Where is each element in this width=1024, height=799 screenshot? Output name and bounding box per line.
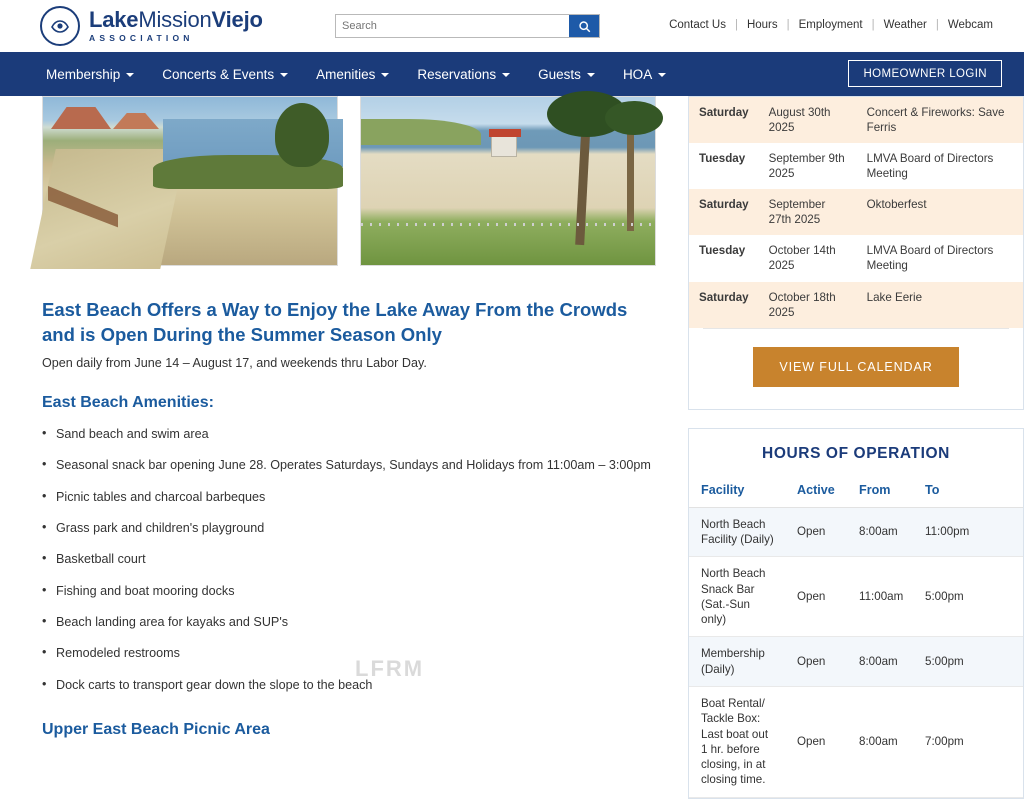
chevron-down-icon (280, 73, 288, 77)
chevron-down-icon (502, 73, 510, 77)
main-column (0, 96, 672, 799)
facility-status: Open (785, 507, 847, 557)
facility-to: 5:00pm (913, 557, 1023, 637)
nav-item-hoa[interactable] (609, 67, 680, 82)
tree-shape (275, 103, 329, 167)
nav-item-concerts-events[interactable] (148, 67, 302, 82)
event-title: LMVA Board of Directors Meeting (857, 235, 1023, 281)
page-title: East Beach Offers a Way to Enjoy the Lake Away From the Crowds and is Open During the Summer Season Only (42, 299, 628, 345)
table-row[interactable] (689, 189, 1023, 235)
column-header-from: From (847, 477, 913, 508)
hours-title: HOURS OF OPERATION (762, 444, 950, 462)
nav-item-guests[interactable] (524, 67, 609, 82)
hours-table (689, 477, 1023, 798)
divider: | (871, 19, 875, 31)
chevron-down-icon (658, 73, 666, 77)
picnic-area-heading: Upper East Beach Picnic Area (42, 721, 270, 739)
event-title: Oktoberfest (857, 189, 1023, 235)
event-day: Saturday (689, 282, 759, 328)
facility-name: North Beach Snack Bar (Sat.-Sun only) (689, 557, 785, 637)
search-input[interactable] (336, 15, 569, 37)
column-header-active: Active (785, 477, 847, 508)
facility-status: Open (785, 557, 847, 637)
event-day: Saturday (689, 97, 759, 143)
table-row (689, 637, 1023, 687)
search-button[interactable] (569, 15, 599, 37)
chevron-down-icon (381, 73, 389, 77)
table-header-row (689, 477, 1023, 508)
homeowner-login-button[interactable]: HOMEOWNER LOGIN (848, 60, 1002, 87)
event-date: August 30th 2025 (759, 97, 857, 143)
list-item: • Remodeled restrooms (42, 645, 672, 661)
column-header-to: To (913, 477, 1023, 508)
site-logo[interactable] (40, 6, 263, 46)
table-row[interactable] (689, 235, 1023, 281)
facility-status: Open (785, 637, 847, 687)
nav-label: Amenities (316, 66, 376, 82)
nav-label: Membership (46, 66, 121, 82)
chevron-down-icon (587, 73, 595, 77)
event-title: LMVA Board of Directors Meeting (857, 143, 1023, 189)
page-watermark: LFRM (355, 656, 425, 681)
calendar-footer (689, 329, 1023, 409)
event-title: Concert & Fireworks: Save Ferris (857, 97, 1023, 143)
logo-word-viejo: Viejo (211, 7, 263, 33)
list-item: • Sand beach and swim area (42, 426, 672, 442)
event-date: September 9th 2025 (759, 143, 857, 189)
facility-to: 11:00pm (913, 507, 1023, 557)
facility-to: 7:00pm (913, 687, 1023, 798)
house-roof-shape (51, 107, 111, 129)
amenities-list (42, 426, 672, 693)
nav-item-amenities[interactable] (302, 67, 403, 82)
table-row (689, 687, 1023, 798)
table-row[interactable] (689, 282, 1023, 328)
chevron-down-icon (126, 73, 134, 77)
hill-shape (361, 119, 481, 145)
nav-label: Concerts & Events (162, 66, 275, 82)
list-item: • Basketball court (42, 551, 672, 567)
nav-item-reservations[interactable] (403, 67, 524, 82)
search-box[interactable] (335, 14, 600, 38)
nav-label: HOA (622, 66, 653, 82)
main-navigation (0, 52, 1024, 96)
upcoming-events-card (688, 96, 1024, 410)
season-note: Open daily from June 14 – August 17, and weekends thru Labor Day. (42, 355, 427, 370)
nav-label: Reservations (417, 66, 497, 82)
link-hours[interactable]: Hours (746, 19, 778, 31)
logo-word-lake: Lake (89, 7, 139, 33)
table-row[interactable] (689, 143, 1023, 189)
facility-from: 8:00am (847, 687, 913, 798)
logo-word-mission: Mission (138, 7, 212, 33)
event-title: Lake Eerie (857, 282, 1023, 328)
event-day: Tuesday (689, 143, 759, 189)
event-date: September 27th 2025 (759, 189, 857, 235)
facility-to: 5:00pm (913, 637, 1023, 687)
divider: | (935, 19, 939, 31)
link-webcam[interactable]: Webcam (947, 19, 993, 31)
list-item: • Beach landing area for kayaks and SUP's (42, 614, 672, 630)
photo-east-beach (360, 96, 656, 266)
nav-label: Guests (538, 66, 581, 82)
event-day: Tuesday (689, 235, 759, 281)
list-item: • Seasonal snack bar opening June 28. Operates Saturdays, Sundays and Holidays from 11:00am – 3:00pm (42, 457, 672, 473)
table-row (689, 507, 1023, 557)
divider: | (786, 19, 790, 31)
palm-leaves-shape-2 (605, 101, 663, 135)
lifeguard-tower-shape (491, 135, 517, 157)
facility-from: 8:00am (847, 637, 913, 687)
facility-from: 11:00am (847, 557, 913, 637)
link-employment[interactable]: Employment (798, 19, 863, 31)
table-row[interactable] (689, 97, 1023, 143)
facility-name: Membership (Daily) (689, 637, 785, 687)
event-date: October 14th 2025 (759, 235, 857, 281)
search-icon (578, 20, 591, 33)
photo-gallery (42, 96, 672, 266)
house-roof-shape-2 (113, 113, 159, 129)
amenities-heading: East Beach Amenities: (42, 393, 214, 411)
facility-name: Boat Rental/ Tackle Box: Last boat out 1 hr. before closing, in at closing time. (689, 687, 785, 798)
lake-logo-icon (40, 6, 80, 46)
logo-subtitle: ASSOCIATION (89, 33, 194, 44)
facility-from: 8:00am (847, 507, 913, 557)
link-contact-us[interactable]: Contact Us (669, 19, 726, 31)
facility-name: North Beach Facility (Daily) (689, 507, 785, 557)
photo-lake-path (42, 96, 338, 266)
link-weather[interactable]: Weather (883, 19, 927, 31)
list-item: • Grass park and children's playground (42, 520, 672, 536)
list-item: • Fishing and boat mooring docks (42, 583, 672, 599)
events-table (689, 97, 1023, 328)
list-item: • Picnic tables and charcoal barbeques (42, 489, 672, 505)
nav-item-membership[interactable] (32, 67, 148, 82)
column-header-facility: Facility (689, 477, 785, 508)
sidebar (672, 96, 1024, 799)
list-item: • Dock carts to transport gear down the slope to the beach (42, 677, 672, 693)
utility-links (660, 19, 1002, 31)
page-content (0, 96, 1024, 799)
divider: | (734, 19, 738, 31)
site-header (0, 0, 1024, 52)
view-full-calendar-button[interactable]: VIEW FULL CALENDAR (753, 347, 958, 387)
event-day: Saturday (689, 189, 759, 235)
fence-shape (361, 223, 655, 226)
table-row (689, 557, 1023, 637)
event-date: October 18th 2025 (759, 282, 857, 328)
facility-status: Open (785, 687, 847, 798)
hours-of-operation-card (688, 428, 1024, 799)
